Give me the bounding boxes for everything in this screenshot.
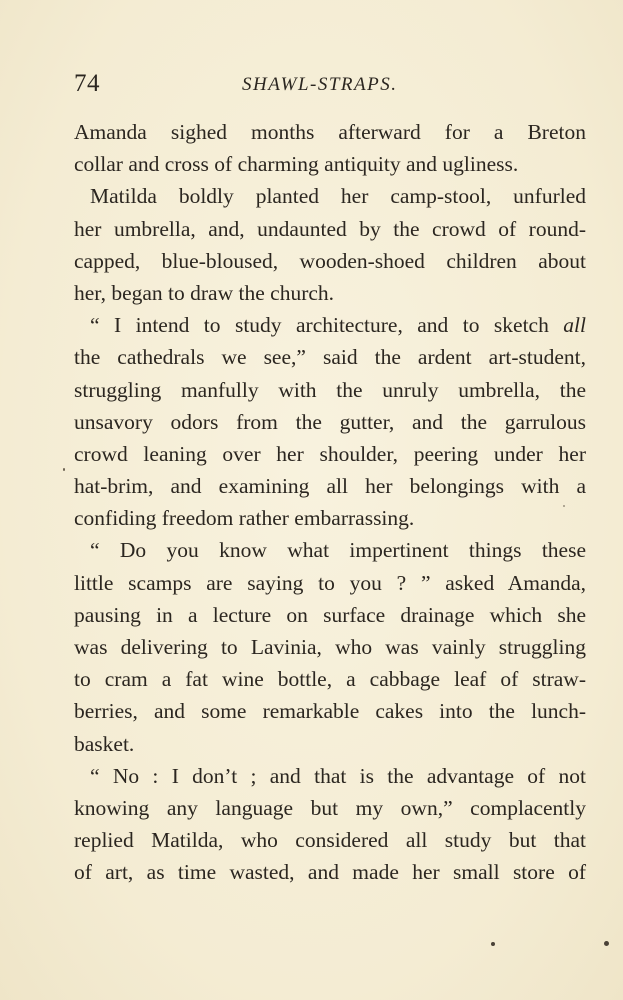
print-speck [563, 505, 565, 507]
print-speck [491, 942, 495, 946]
text-line: knowing any language but my own,” complacently [74, 795, 586, 820]
text-line: “ No : I don’t ; and that is the advantage of not [90, 763, 586, 788]
text-line: Amanda sighed months afterward for a Breton [74, 120, 586, 144]
page-number: 74 [74, 70, 100, 97]
text-line-with-emphasis [74, 309, 586, 341]
text-line: little scamps are saying to you ? ” asked Amanda, [74, 570, 586, 595]
text-line: hat-brim, and examining all her belongings with a [74, 474, 586, 499]
text-fragment: “ I intend to study architecture, and to sketch [90, 313, 564, 338]
text-line: “ Do you know what impertinent things these [90, 538, 586, 563]
text-line: collar and cross of charming antiquity and ugliness. [74, 152, 519, 177]
running-head: SHAWL-STRAPS. [242, 74, 398, 95]
print-speck [604, 941, 609, 946]
text-line: capped, blue-bloused, wooden-shoed children about [74, 248, 586, 273]
page-header [74, 70, 586, 104]
text-line: her, began to draw the church. [74, 280, 335, 305]
text-line: replied Matilda, who considered all study but that [74, 828, 586, 853]
text-line: crowd leaning over her shoulder, peering under her [74, 441, 586, 466]
emphasis-word: all [563, 313, 586, 338]
text-line: berries, and some remarkable cakes into the lunch- [74, 699, 586, 724]
text-line: unsavory odors from the gutter, and the garrulous [74, 409, 586, 434]
text-line: pausing in a lecture on surface drainage which she [74, 602, 586, 627]
text-line: confiding freedom rather embarrassing. [74, 506, 415, 531]
text-line: of art, as time wasted, and made her small store of [74, 860, 586, 885]
print-speck [63, 468, 65, 471]
text-line: was delivering to Lavinia, who was vainly struggling [74, 635, 586, 659]
text-line: to cram a fat wine bottle, a cabbage leaf of straw- [74, 667, 586, 692]
text-line: struggling manfully with the unruly umbrella, the [74, 377, 586, 402]
text-line: her umbrella, and, undaunted by the crowd of round- [74, 216, 586, 241]
text-line: the cathedrals we see,” said the ardent art-student, [74, 345, 586, 370]
text-line: Matilda boldly planted her camp-stool, unfurled [90, 184, 586, 209]
text-line: basket. [74, 731, 135, 756]
body-text [74, 116, 586, 889]
